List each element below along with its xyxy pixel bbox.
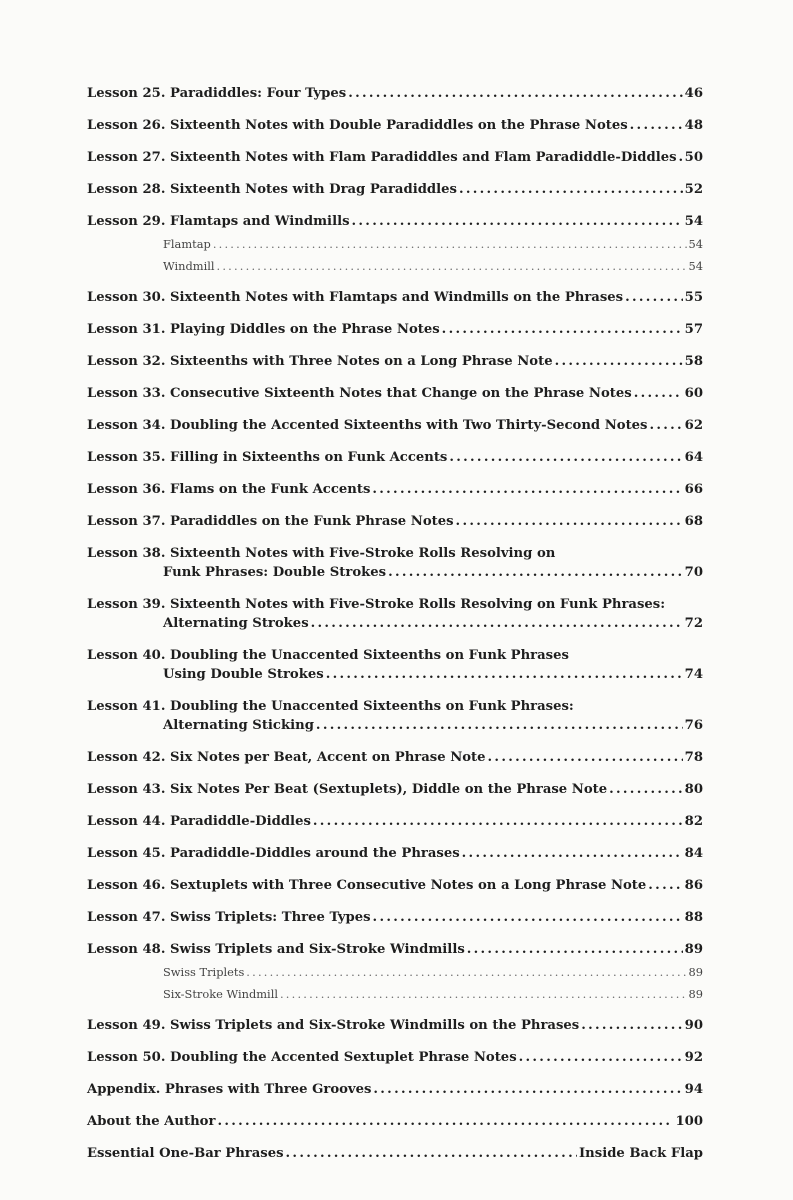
toc-entry bbox=[87, 748, 703, 767]
toc-entry-title: Lesson 42. Six Notes per Beat, Accent on Phrase Note bbox=[87, 750, 486, 765]
toc-entry-page: 55 bbox=[684, 290, 703, 305]
dot-leader bbox=[581, 1016, 682, 1035]
dot-leader bbox=[313, 812, 683, 831]
toc-entry-title: Lesson 47. Swiss Triplets: Three Types bbox=[87, 910, 371, 925]
toc-entry bbox=[87, 646, 703, 684]
toc-entry-title: Lesson 28. Sixteenth Notes with Drag Paradiddles bbox=[87, 182, 457, 197]
toc-entry bbox=[87, 1080, 703, 1099]
toc-entry-page: 54 bbox=[684, 214, 703, 229]
toc-entry bbox=[87, 448, 703, 467]
toc-entry bbox=[87, 1112, 703, 1131]
toc-subentry bbox=[87, 962, 703, 984]
toc-entry-page: 89 bbox=[684, 942, 703, 957]
toc-entry-title: Lesson 48. Swiss Triplets and Six-Stroke Windmills bbox=[87, 942, 465, 957]
toc-entry bbox=[87, 908, 703, 927]
dot-leader bbox=[679, 148, 683, 167]
toc-entry bbox=[87, 697, 703, 735]
dot-leader bbox=[459, 180, 683, 199]
toc-entry-title: Alternating Sticking bbox=[163, 718, 314, 733]
toc-entry-page: 64 bbox=[684, 450, 703, 465]
toc-entry-title: Lesson 29. Flamtaps and Windmills bbox=[87, 214, 350, 229]
toc-entry bbox=[87, 288, 703, 307]
dot-leader bbox=[456, 512, 683, 531]
toc-entry bbox=[87, 940, 703, 1005]
toc-entry-title: Lesson 39. Sixteenth Notes with Five-Stroke Rolls Resolving on Funk Phrases: bbox=[87, 597, 666, 612]
toc-entry-title: Lesson 45. Paradiddle-Diddles around the Phrases bbox=[87, 846, 460, 861]
toc-entry-title: Lesson 50. Doubling the Accented Sextuplet Phrase Notes bbox=[87, 1050, 517, 1065]
dot-leader bbox=[625, 288, 683, 307]
toc-entry-page: 46 bbox=[684, 86, 703, 101]
toc-entry bbox=[87, 480, 703, 499]
toc-entry-title: Lesson 33. Consecutive Sixteenth Notes that Change on the Phrase Notes bbox=[87, 386, 632, 401]
toc-entry-title: Funk Phrases: Double Strokes bbox=[163, 565, 387, 580]
toc-entry-page: 52 bbox=[684, 182, 703, 197]
toc-entry-title: Lesson 25. Paradiddles: Four Types bbox=[87, 86, 347, 101]
toc-entry-title: Lesson 31. Playing Diddles on the Phrase Notes bbox=[87, 322, 440, 337]
toc-entry-page: 90 bbox=[684, 1018, 703, 1033]
dot-leader bbox=[246, 962, 686, 984]
toc-entry-page: Inside Back Flap bbox=[579, 1146, 703, 1161]
toc-entry-page: 58 bbox=[684, 354, 703, 369]
toc-entry bbox=[87, 212, 703, 277]
dot-leader bbox=[649, 416, 682, 435]
dot-leader bbox=[373, 1080, 682, 1099]
toc-entry-title: Lesson 41. Doubling the Unaccented Sixteenths on Funk Phrases: bbox=[87, 699, 574, 714]
toc-entry-page: 68 bbox=[684, 514, 703, 529]
dot-leader bbox=[488, 748, 683, 767]
dot-leader bbox=[648, 876, 682, 895]
toc-entry-title: Alternating Strokes bbox=[163, 616, 309, 631]
dot-leader bbox=[316, 716, 683, 735]
toc-entry-title: Lesson 37. Paradiddles on the Funk Phrase Notes bbox=[87, 514, 454, 529]
dot-leader bbox=[372, 480, 682, 499]
dot-leader bbox=[286, 1144, 577, 1163]
toc-entry-title: Essential One-Bar Phrases bbox=[87, 1146, 284, 1161]
toc-entry bbox=[87, 416, 703, 435]
toc-subentry bbox=[87, 256, 703, 278]
toc-entry-title: Lesson 44. Paradiddle-Diddles bbox=[87, 814, 311, 829]
toc-entry-page: 48 bbox=[684, 118, 703, 133]
toc-entry-title: Lesson 49. Swiss Triplets and Six-Stroke Windmills on the Phrases bbox=[87, 1018, 580, 1033]
toc-entry-page: 88 bbox=[684, 910, 703, 925]
dot-leader bbox=[326, 665, 683, 684]
toc-entry-page: 57 bbox=[684, 322, 703, 337]
toc-entry-title: Lesson 34. Doubling the Accented Sixteenths with Two Thirty-Second Notes bbox=[87, 418, 648, 433]
toc-entry bbox=[87, 812, 703, 831]
dot-leader bbox=[449, 448, 682, 467]
dot-leader bbox=[213, 234, 687, 256]
toc-entry-page: 66 bbox=[684, 482, 703, 497]
toc-subentry-title: Six-Stroke Windmill bbox=[163, 986, 278, 1001]
toc-entry-title: Lesson 32. Sixteenths with Three Notes on a Long Phrase Note bbox=[87, 354, 553, 369]
toc-subentry bbox=[87, 234, 703, 256]
dot-leader bbox=[634, 384, 683, 403]
toc-entry bbox=[87, 1144, 703, 1163]
toc-entry-title: Lesson 30. Sixteenth Notes with Flamtaps and Windmills on the Phrases bbox=[87, 290, 624, 305]
dot-leader bbox=[609, 780, 683, 799]
toc-entry bbox=[87, 1016, 703, 1035]
toc-entry bbox=[87, 148, 703, 167]
dot-leader bbox=[555, 352, 683, 371]
toc-entry-title: Lesson 38. Sixteenth Notes with Five-Stroke Rolls Resolving on bbox=[87, 546, 556, 561]
toc-subentry-title: Swiss Triplets bbox=[163, 965, 245, 979]
toc-entry-page: 100 bbox=[675, 1114, 703, 1129]
toc-entry-page: 92 bbox=[684, 1050, 703, 1065]
toc-entry-title: Lesson 46. Sextuplets with Three Consecutive Notes on a Long Phrase Note bbox=[87, 878, 647, 893]
toc-entry-page: 62 bbox=[684, 418, 703, 433]
toc-entry bbox=[87, 116, 703, 135]
toc-entry-page: 86 bbox=[684, 878, 703, 893]
toc-subentry-title: Flamtap bbox=[163, 237, 211, 251]
toc-entry-page: 50 bbox=[684, 150, 703, 165]
toc-entry bbox=[87, 876, 703, 895]
toc-entry-page: 76 bbox=[684, 718, 703, 733]
toc-entry bbox=[87, 844, 703, 863]
dot-leader bbox=[462, 844, 683, 863]
toc-entry-title: Lesson 27. Sixteenth Notes with Flam Paradiddles and Flam Paradiddle-Diddles bbox=[87, 150, 677, 165]
toc-entry bbox=[87, 180, 703, 199]
dot-leader bbox=[280, 984, 687, 1006]
toc-subentry-page: 54 bbox=[688, 258, 703, 273]
toc-entry-page: 70 bbox=[684, 565, 703, 580]
toc-entry-page: 78 bbox=[684, 750, 703, 765]
toc-entry bbox=[87, 384, 703, 403]
toc-entry-page: 74 bbox=[684, 667, 703, 682]
toc-entry-title: Lesson 36. Flams on the Funk Accents bbox=[87, 482, 371, 497]
toc-entry bbox=[87, 595, 703, 633]
toc-entry-title: Lesson 26. Sixteenth Notes with Double Paradiddles on the Phrase Notes bbox=[87, 118, 628, 133]
toc-entry-page: 80 bbox=[684, 782, 703, 797]
toc-entry bbox=[87, 320, 703, 339]
toc-subentry bbox=[87, 984, 703, 1006]
toc-subentry-title: Windmill bbox=[163, 258, 215, 273]
toc-entry-page: 82 bbox=[684, 814, 703, 829]
toc-entry-title: Appendix. Phrases with Three Grooves bbox=[87, 1082, 372, 1097]
toc-entry-title: Lesson 40. Doubling the Unaccented Sixteenths on Funk Phrases bbox=[87, 648, 569, 663]
table-of-contents bbox=[87, 84, 703, 1163]
toc-subentry-page: 54 bbox=[688, 237, 703, 251]
dot-leader bbox=[630, 116, 683, 135]
toc-entry-title: Lesson 35. Filling in Sixteenths on Funk Accents bbox=[87, 450, 448, 465]
toc-entry-page: 72 bbox=[684, 616, 703, 631]
dot-leader bbox=[348, 84, 682, 103]
toc-entry bbox=[87, 544, 703, 582]
dot-leader bbox=[311, 614, 683, 633]
dot-leader bbox=[217, 1112, 673, 1131]
dot-leader bbox=[388, 563, 683, 582]
toc-entry-title: Lesson 43. Six Notes Per Beat (Sextuplets), Diddle on the Phrase Note bbox=[87, 782, 608, 797]
toc-entry bbox=[87, 352, 703, 371]
toc-entry bbox=[87, 1048, 703, 1067]
toc-entry-title: Using Double Strokes bbox=[163, 667, 324, 682]
toc-entry bbox=[87, 780, 703, 799]
toc-subentry-page: 89 bbox=[688, 965, 703, 979]
toc-entry-title: About the Author bbox=[87, 1114, 216, 1129]
toc-entry-page: 60 bbox=[684, 386, 703, 401]
dot-leader bbox=[467, 940, 683, 959]
dot-leader bbox=[352, 212, 683, 231]
toc-entry-page: 84 bbox=[684, 846, 703, 861]
toc-entry-page: 94 bbox=[684, 1082, 703, 1097]
toc-subentry-page: 89 bbox=[688, 986, 703, 1001]
toc-entry bbox=[87, 84, 703, 103]
dot-leader bbox=[373, 908, 683, 927]
dot-leader bbox=[442, 320, 683, 339]
toc-entry bbox=[87, 512, 703, 531]
dot-leader bbox=[519, 1048, 683, 1067]
dot-leader bbox=[217, 256, 687, 278]
